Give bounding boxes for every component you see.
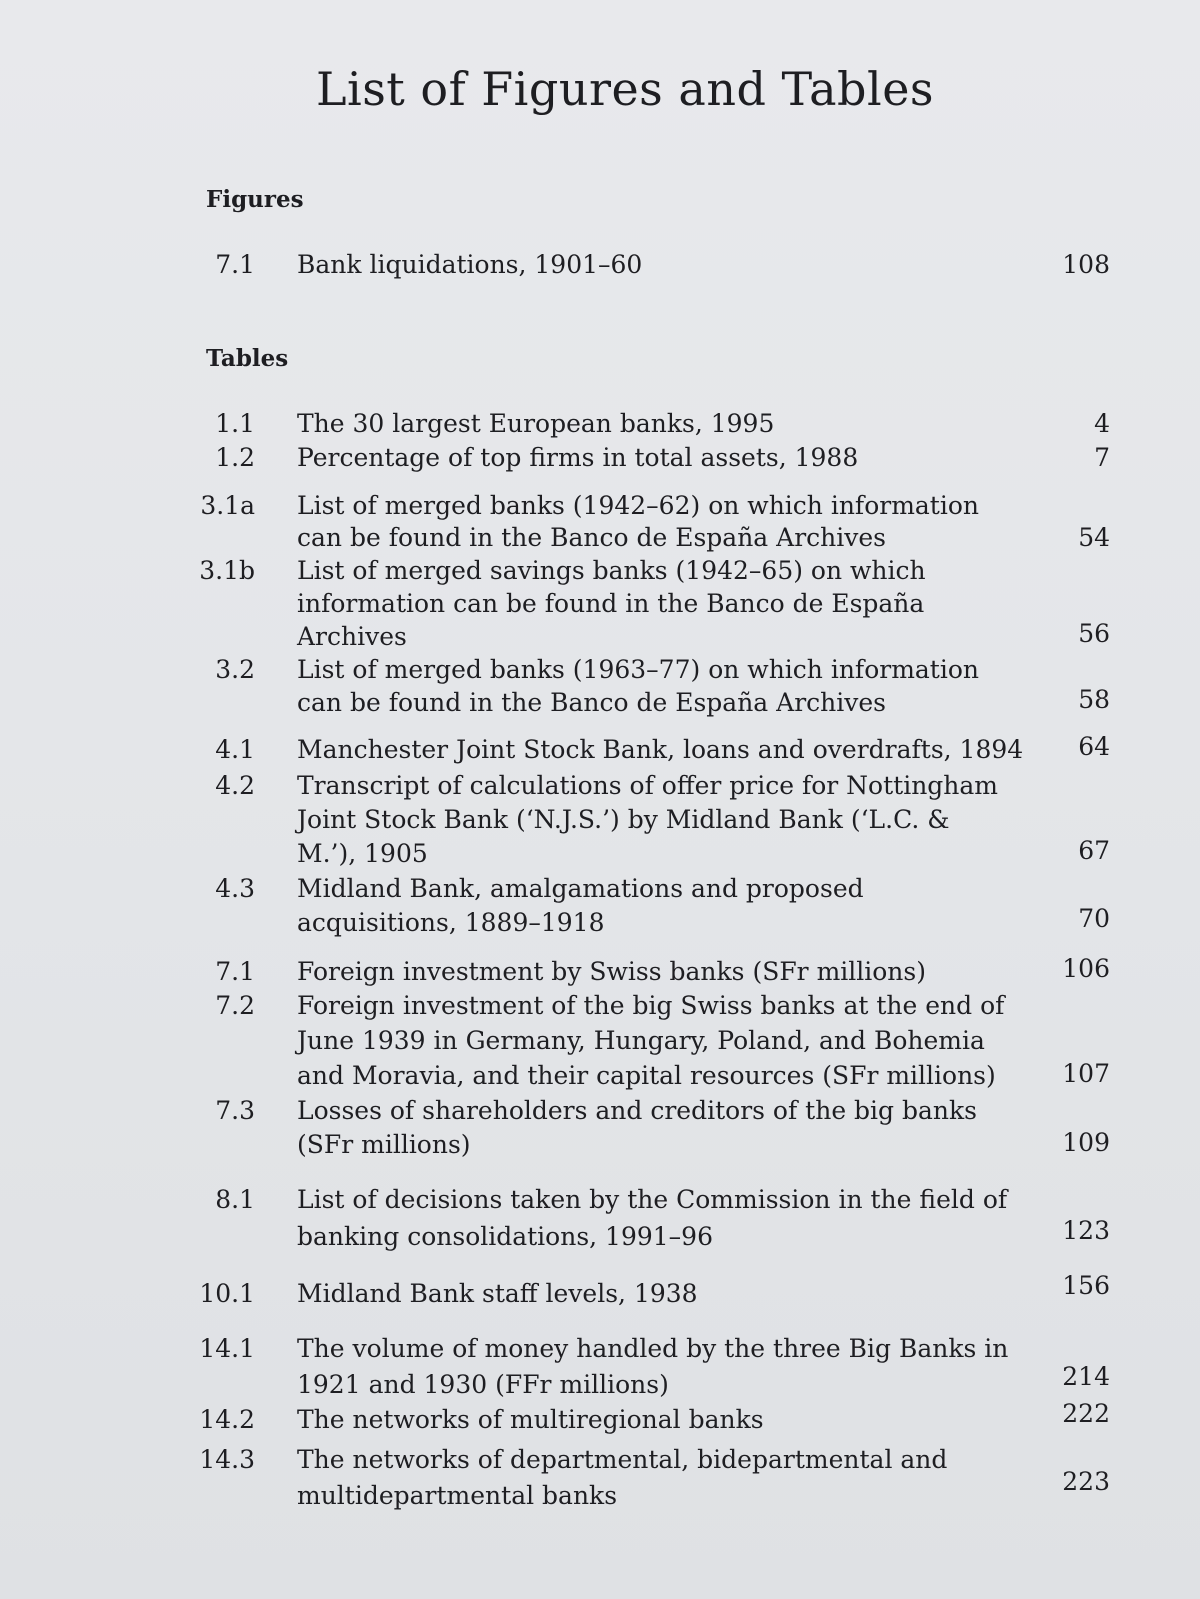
entry-title-line: Losses of shareholders and creditors of the big banks	[297, 1096, 977, 1125]
entry-title-line: banking consolidations, 1991–96	[297, 1222, 713, 1251]
entry-title-line: Joint Stock Bank (‘N.J.S.’) by Midland Bank (‘L.C. &	[297, 805, 950, 834]
entry-page-number: 54	[1078, 523, 1110, 552]
entry-title-line: can be found in the Banco de España Archives	[297, 523, 887, 552]
entry-number: 3.1a	[200, 491, 255, 520]
entry-page-number: 107	[1062, 1059, 1110, 1088]
page-title: List of Figures and Tables	[315, 62, 935, 116]
entry-number: 4.1	[215, 735, 255, 764]
entry-title-line: The 30 largest European banks, 1995	[297, 409, 775, 438]
entry-title-line: Foreign investment by Swiss banks (SFr millions)	[297, 957, 926, 986]
entry-page-number: 108	[1062, 250, 1110, 279]
entry-title-line: and Moravia, and their capital resources (SFr millions)	[297, 1061, 996, 1090]
entry-title-line: Percentage of top firms in total assets, 1988	[297, 443, 859, 472]
entry-number: 3.1b	[199, 556, 255, 585]
entry-page-number: 56	[1078, 619, 1110, 648]
entry-title-line: M.’), 1905	[297, 839, 428, 868]
entry-title-line: Midland Bank staff levels, 1938	[297, 1279, 698, 1308]
entry-title-line: Transcript of calculations of offer price for Nottingham	[297, 771, 999, 800]
entry-page-number: 123	[1062, 1216, 1110, 1245]
entry-title-line: The networks of departmental, bidepartmental and	[297, 1445, 948, 1474]
entry-number: 1.1	[215, 409, 255, 438]
entry-number: 7.3	[215, 1096, 255, 1125]
entry-title-line: information can be found in the Banco de España	[297, 589, 925, 618]
entry-page-number: 106	[1062, 954, 1110, 983]
entry-title-line: multidepartmental banks	[297, 1481, 618, 1510]
entry-title-line: List of merged savings banks (1942–65) on which	[297, 556, 926, 585]
entry-page-number: 7	[1094, 443, 1110, 472]
entry-number: 14.1	[199, 1334, 255, 1363]
entry-title-line: can be found in the Banco de España Archives	[297, 688, 887, 717]
entry-title-line: June 1939 in Germany, Hungary, Poland, and Bohemia	[297, 1026, 985, 1055]
entry-title-line: 1921 and 1930 (FFr millions)	[297, 1370, 669, 1399]
entry-page-number: 67	[1078, 836, 1110, 865]
entry-number: 4.2	[215, 771, 255, 800]
entry-number: 14.2	[199, 1405, 255, 1434]
entry-number: 7.2	[215, 991, 255, 1020]
entry-page-number: 58	[1078, 685, 1110, 714]
entry-page-number: 109	[1062, 1128, 1110, 1157]
entry-page-number: 4	[1094, 409, 1110, 438]
entry-title-line: acquisitions, 1889–1918	[297, 908, 605, 937]
entry-page-number: 156	[1062, 1271, 1110, 1300]
entry-number: 7.1	[215, 957, 255, 986]
entry-page-number: 70	[1078, 904, 1110, 933]
entry-number: 7.1	[215, 250, 255, 279]
tables-heading: Tables	[206, 345, 289, 372]
entry-title-line: List of merged banks (1942–62) on which information	[297, 491, 979, 520]
entry-number: 10.1	[199, 1279, 255, 1308]
entry-title-line: The networks of multiregional banks	[297, 1405, 764, 1434]
entry-number: 1.2	[215, 443, 255, 472]
entry-page-number: 222	[1062, 1399, 1110, 1428]
entry-number: 8.1	[215, 1185, 255, 1214]
entry-title-line: The volume of money handled by the three Big Banks in	[297, 1334, 1009, 1363]
entry-title-line: Archives	[297, 622, 407, 651]
entry-number: 3.2	[215, 655, 255, 684]
entry-page-number: 214	[1062, 1362, 1110, 1391]
entry-title-line: List of decisions taken by the Commission in the field of	[297, 1185, 1008, 1214]
entry-page-number: 64	[1078, 732, 1110, 761]
entry-title-line: Manchester Joint Stock Bank, loans and overdrafts, 1894	[297, 735, 1024, 764]
entry-title-line: (SFr millions)	[297, 1130, 471, 1159]
entry-number: 4.3	[215, 874, 255, 903]
entry-title-line: Midland Bank, amalgamations and proposed	[297, 874, 864, 903]
entry-title-line: List of merged banks (1963–77) on which information	[297, 655, 979, 684]
figures-heading: Figures	[206, 186, 304, 213]
entry-number: 14.3	[199, 1445, 255, 1474]
entry-title-line: Bank liquidations, 1901–60	[297, 250, 643, 279]
entry-title-line: Foreign investment of the big Swiss banks at the end of	[297, 991, 1005, 1020]
entry-page-number: 223	[1062, 1467, 1110, 1496]
